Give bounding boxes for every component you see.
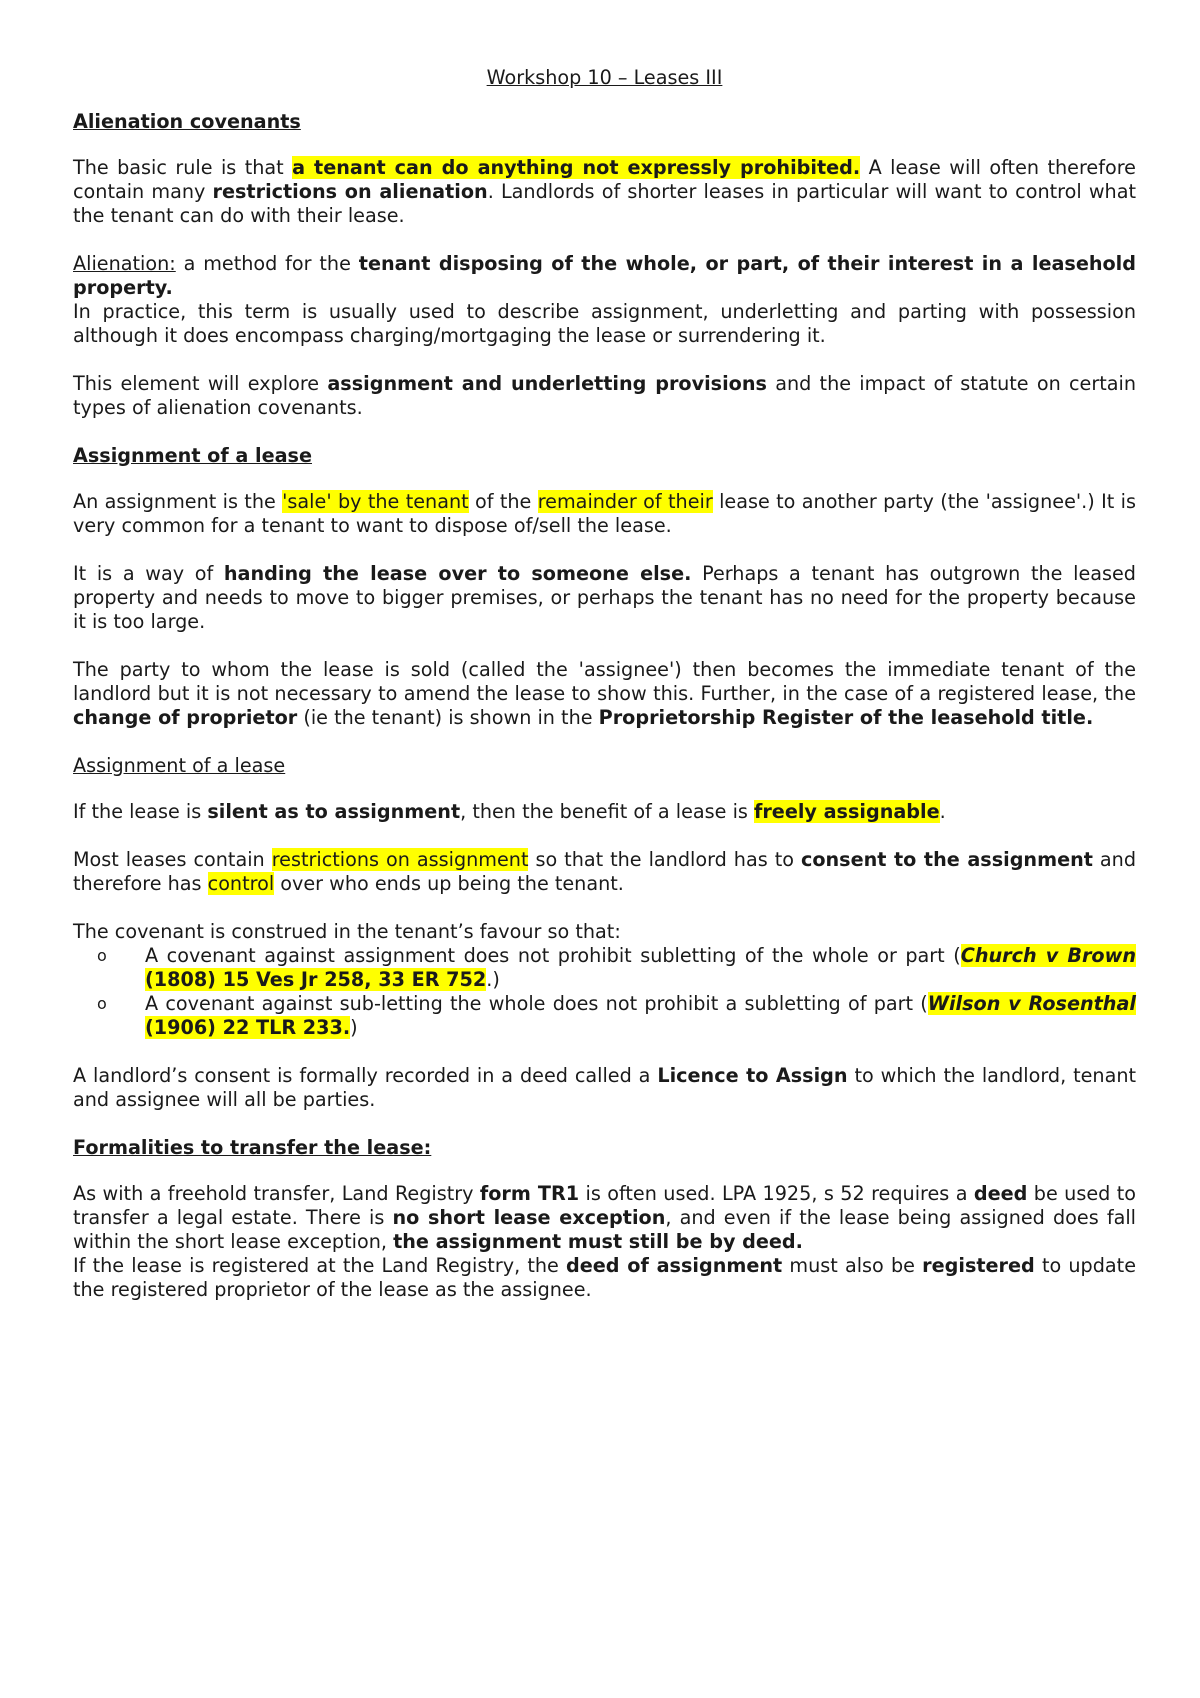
paragraph-alienation-definition: Alienation: a method for the tenant disposing of the whole, or part, of their interest in a leasehold property. [73,252,1136,299]
paragraph-licence-to-assign: A landlord’s consent is formally recorded in a deed called a Licence to Assign to which the landlord, tenant and assignee will all be parties. [73,1064,1137,1111]
paragraph-restrictions: Most leases contain restrictions on assignment so that the landlord has to consent to the assignment and therefore has control over who ends up being the tenant. [73,848,1137,895]
list-item: o A covenant against sub-letting the whole does not prohibit a subletting of part (Wilson v Rosenthal (1906) 22 TLR 233.) [97,992,1136,1039]
case-citation-wilson-v-rosenthal: Wilson v Rosenthal (1906) 22 TLR 233. [145,992,1136,1039]
paragraph-silent-assignment: If the lease is silent as to assignment, then the benefit of a lease is freely assignable. [73,800,946,823]
highlight-restrictions: restrictions on assignment [271,848,529,871]
paragraph-form-tr1: As with a freehold transfer, Land Registry form TR1 is often used. LPA 1925, s 52 requires a deed be used to transfer a legal estate. There is no short lease exception, and even if the lease being assigned does fall within the short lease exception, the assignment must still be by deed. [73,1182,1136,1253]
paragraph-assignment-definition: An assignment is the 'sale' by the tenant of the remainder of their lease to another party (the 'assignee'.) It is very common for a tenant to want to dispose of/sell the lease. [73,490,1136,537]
page-title: Workshop 10 – Leases III [486,66,723,89]
highlight-control: control [207,872,275,895]
bullet-icon: o [97,994,107,1013]
highlight-basic-rule: a tenant can do anything not expressly prohibited. [292,156,861,179]
case-citation-church-v-brown: Church v Brown (1808) 15 Ves Jr 258, 33 ER 752 [145,944,1137,991]
bullet-list [73,944,1136,1040]
list-item: o A covenant against assignment does not prohibit subletting of the whole or part (Church v Brown (1808) 15 Ves Jr 258, 33 ER 752.) [97,944,1137,991]
definition-label: Alienation: [73,252,176,275]
highlight-sale-by-tenant: 'sale' by the tenant [282,490,469,513]
paragraph-alienation-practice: In practice, this term is usually used to describe assignment, underletting and parting with possession although it does encompass charging/mortgaging the lease or surrendering it. [73,300,1136,347]
heading-alienation-covenants: Alienation covenants [73,110,301,133]
subheading-assignment-of-lease: Assignment of a lease [73,754,286,777]
highlight-freely-assignable: freely assignable [754,800,940,823]
heading-formalities: Formalities to transfer the lease: [73,1136,432,1159]
paragraph-handing-over: It is a way of handing the lease over to someone else. Perhaps a tenant has outgrown the leased property and needs to move to bigger premises, or perhaps the tenant has no need for the property because it is too large. [73,562,1136,633]
heading-assignment-of-lease: Assignment of a lease [73,444,312,467]
bullet-icon: o [97,946,107,965]
paragraph-element-explore: This element will explore assignment and underletting provisions and the impact of statute on certain types of alienation covenants. [73,372,1136,419]
paragraph-basic-rule: The basic rule is that a tenant can do anything not expressly prohibited. A lease will often therefore contain many restrictions on alienation. Landlords of shorter leases in particular will want to control what the tenant can do with their lease. [73,156,1136,227]
highlight-remainder: remainder of their [537,490,713,513]
paragraph-registration: If the lease is registered at the Land Registry, the deed of assignment must also be registered to update the registered proprietor of the lease as the assignee. [73,1254,1137,1301]
paragraph-assignee: The party to whom the lease is sold (called the 'assignee') then becomes the immediate tenant of the landlord but it is not necessary to amend the lease to show this. Further, in the case of a registered lease, the change of proprietor (ie the tenant) is shown in the Proprietorship Register of the leasehold title. [73,658,1136,729]
paragraph-covenant-construed: The covenant is construed in the tenant’s favour so that: [73,920,621,943]
